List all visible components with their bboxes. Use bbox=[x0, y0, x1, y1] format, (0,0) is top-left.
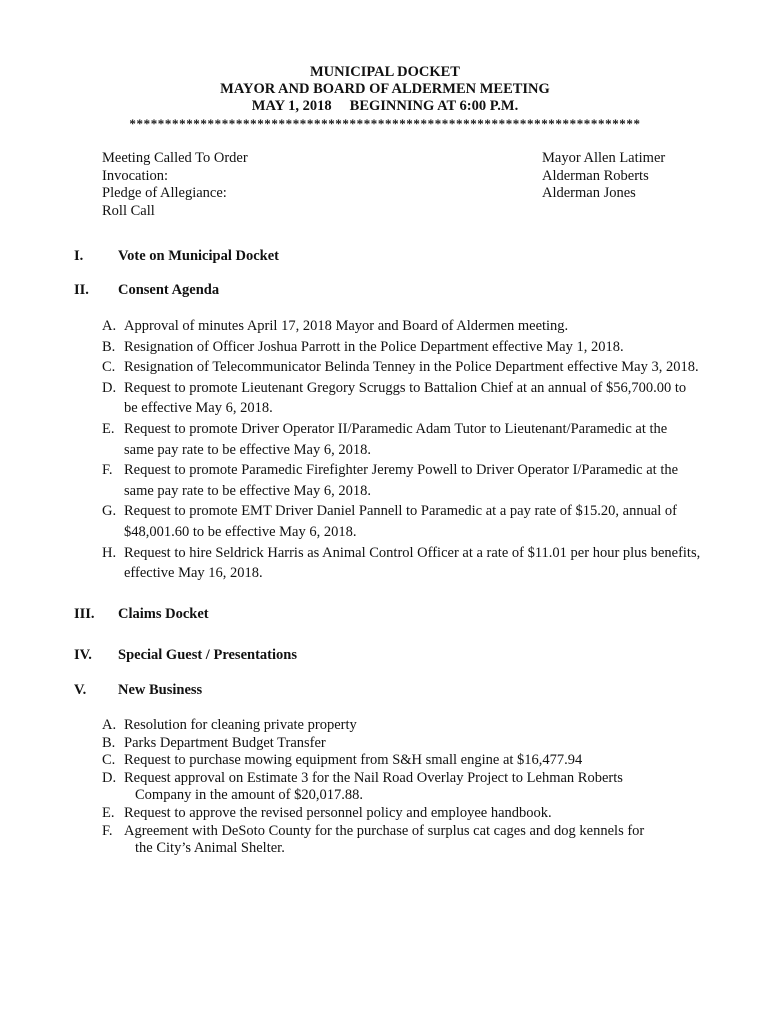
agenda-item-text: Request approval on Estimate 3 for the Nail Road Overlay Project to Lehman Roberts bbox=[124, 769, 623, 786]
meeting-title: MAYOR AND BOARD OF ALDERMEN MEETING bbox=[220, 81, 550, 97]
section-number: II. bbox=[74, 282, 89, 298]
agenda-item-letter: F. bbox=[102, 822, 113, 839]
agenda-item bbox=[102, 357, 732, 378]
opening-person: Alderman Roberts bbox=[542, 167, 649, 184]
agenda-item-letter: E. bbox=[102, 804, 115, 821]
agenda-item-text: effective May 16, 2018. bbox=[124, 565, 263, 582]
agenda-item bbox=[102, 770, 732, 805]
agenda-item bbox=[102, 419, 732, 460]
section-number: III. bbox=[74, 606, 95, 622]
agenda-item-text: $48,001.60 to be effective May 6, 2018. bbox=[124, 523, 357, 540]
agenda-item bbox=[102, 378, 732, 419]
opening-block bbox=[102, 150, 702, 221]
agenda-item-letter: A. bbox=[102, 318, 117, 334]
agenda-item-letter: C. bbox=[102, 359, 116, 376]
opening-person: Mayor Allen Latimer bbox=[542, 150, 666, 166]
agenda-item-text: Request to purchase mowing equipment from S&H small engine at $16,477.94 bbox=[124, 752, 583, 769]
section-title: Consent Agenda bbox=[118, 282, 220, 298]
agenda-item-letter: D. bbox=[102, 379, 117, 396]
agenda-item-letter: C. bbox=[102, 752, 116, 769]
agenda-item-text: same pay rate to be effective May 6, 2018. bbox=[124, 482, 371, 499]
agenda-item bbox=[102, 337, 732, 358]
agenda-item-letter: B. bbox=[102, 734, 116, 751]
agenda-item-letter: H. bbox=[102, 544, 117, 561]
agenda-item bbox=[102, 460, 732, 501]
agenda-item-text: Company in the amount of $20,017.88. bbox=[135, 787, 363, 804]
agenda-item-letter: F. bbox=[102, 462, 113, 479]
agenda-item-letter: E. bbox=[102, 420, 115, 437]
opening-item: Roll Call bbox=[102, 203, 155, 220]
agenda-item-text: Resignation of Officer Joshua Parrott in the Police Department effective May 1, 2018. bbox=[124, 338, 624, 355]
agenda-item-text: the City’s Animal Shelter. bbox=[135, 840, 285, 857]
opening-item: Pledge of Allegiance: bbox=[102, 185, 227, 202]
agenda-item bbox=[102, 805, 732, 823]
opening-item: Invocation: bbox=[102, 167, 169, 184]
section-title: New Business bbox=[118, 682, 203, 698]
agenda-item-text: Resolution for cleaning private property bbox=[124, 717, 357, 733]
opening-row bbox=[102, 150, 702, 168]
section-title: Claims Docket bbox=[118, 606, 209, 622]
meeting-time: BEGINNING AT 6:00 P.M. bbox=[349, 98, 519, 114]
opening-row bbox=[102, 185, 702, 203]
agenda-item bbox=[102, 501, 732, 542]
agenda-item-letter: A. bbox=[102, 717, 117, 733]
agenda-item bbox=[102, 717, 732, 735]
agenda-item-text: Resignation of Telecommunicator Belinda Tenney in the Police Department effective May 3, 2018. bbox=[124, 359, 699, 376]
agenda-item-text: Agreement with DeSoto County for the purchase of surplus cat cages and dog kennels for bbox=[124, 822, 645, 839]
agenda-item bbox=[102, 543, 732, 584]
agenda-item bbox=[102, 823, 732, 858]
agenda-item-letter: G. bbox=[102, 503, 117, 520]
agenda-item-text: Request to approve the revised personnel policy and employee handbook. bbox=[124, 804, 552, 821]
opening-row bbox=[102, 203, 702, 221]
meeting-date-time bbox=[0, 98, 770, 115]
agenda-item-text: be effective May 6, 2018. bbox=[124, 400, 273, 417]
agenda-item bbox=[102, 735, 732, 753]
agenda-item-text: Approval of minutes April 17, 2018 Mayor and Board of Aldermen meeting. bbox=[124, 318, 569, 334]
section-number: I. bbox=[74, 248, 84, 264]
opening-person: Alderman Jones bbox=[542, 185, 636, 202]
agenda-item-letter: B. bbox=[102, 338, 116, 355]
agenda-item-letter: D. bbox=[102, 769, 117, 786]
agenda-item-text: same pay rate to be effective May 6, 2018. bbox=[124, 441, 371, 458]
opening-item: Meeting Called To Order bbox=[102, 150, 248, 166]
section-number: IV. bbox=[74, 647, 92, 663]
agenda-item bbox=[102, 316, 732, 337]
agenda-item bbox=[102, 752, 732, 770]
star-divider: ************************************************************************ bbox=[129, 116, 641, 131]
section-number: V. bbox=[74, 682, 87, 698]
section-title: Vote on Municipal Docket bbox=[118, 248, 279, 264]
agenda-item-text: Request to promote EMT Driver Daniel Pannell to Paramedic at a pay rate of $15.20, annual of bbox=[124, 503, 677, 520]
section-title: Special Guest / Presentations bbox=[118, 647, 297, 663]
agenda-item-text: Request to promote Lieutenant Gregory Scruggs to Battalion Chief at an annual of $56,700.00 to bbox=[124, 379, 687, 396]
meeting-date: MAY 1, 2018 bbox=[251, 98, 332, 114]
agenda-item-text: Request to hire Seldrick Harris as Animal Control Officer at a rate of $11.01 per hour plus benefits, bbox=[124, 544, 701, 561]
new-business-list bbox=[102, 717, 732, 858]
agenda-item-text: Request to promote Driver Operator II/Paramedic Adam Tutor to Lieutenant/Paramedic at the bbox=[124, 420, 668, 437]
docket-title: MUNICIPAL DOCKET bbox=[310, 64, 460, 80]
consent-agenda-list bbox=[102, 316, 732, 584]
agenda-item-text: Request to promote Paramedic Firefighter Jeremy Powell to Driver Operator I/Paramedic at the bbox=[124, 462, 679, 479]
opening-row bbox=[102, 168, 702, 186]
agenda-item-text: Parks Department Budget Transfer bbox=[124, 734, 326, 751]
